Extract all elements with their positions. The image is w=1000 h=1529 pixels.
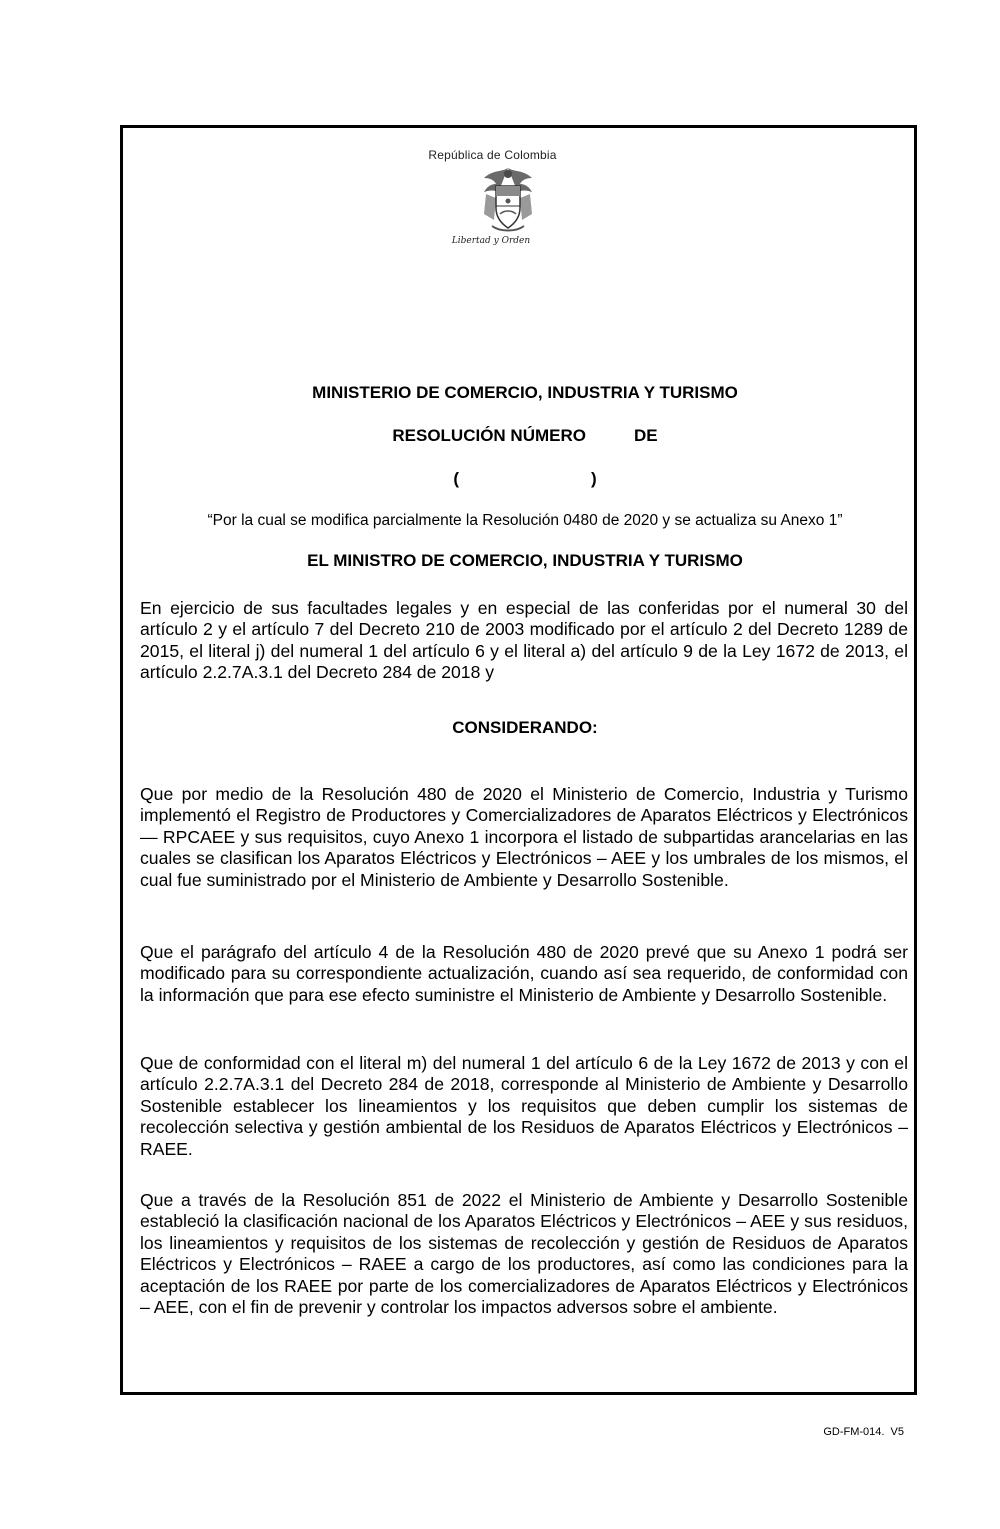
close-paren: ) xyxy=(591,469,597,488)
resolution-de: DE xyxy=(634,426,658,445)
minister-title: EL MINISTRO DE COMERCIO, INDUSTRIA Y TURISMO xyxy=(307,551,743,570)
open-paren: ( xyxy=(453,469,459,488)
colombia-coat-of-arms-icon xyxy=(478,164,538,236)
resolution-subject: “Por la cual se modifica parcialmente la Resolución 0480 de 2020 y se actualiza su Anexo 1” xyxy=(207,512,843,529)
consideration-paragraph: Que por medio de la Resolución 480 de 2020 el Ministerio de Comercio, Industria y Turismo implementó el Registro de Productores y Comercializadores de Aparatos Eléctricos y Electrónicos — RPCAEE y sus requisitos, cuyo Anexo 1 incorpora el listado de subpartidas arancelarias en las cuales se clasifican los Aparatos Eléctricos y Electrónicos – AEE y los umbrales de los mismos, el cual fue suministrado por el Ministerio de Ambiente y Desarrollo Sostenible. xyxy=(140,784,908,890)
consideration-paragraph: Que de conformidad con el literal m) del numeral 1 del artículo 6 de la Ley 1672 de 2013 y con el artículo 2.2.7A.3.1 del Decreto 284 de 2018, corresponde al Ministerio de Ambiente y Desarrollo Sostenible establecer los lineamientos y los requisitos que deben cumplir los sistemas de recolección selectiva y gestión ambiental de los Residuos de Aparatos Eléctricos y Electrónicos – RAEE. xyxy=(140,1053,908,1159)
resolution-date-line xyxy=(140,469,910,489)
resolution-label: RESOLUCIÓN NÚMERO xyxy=(392,426,586,445)
considering-title: CONSIDERANDO: xyxy=(452,718,598,737)
consideration-paragraph: Que el parágrafo del artículo 4 de la Resolución 480 de 2020 prevé que su Anexo 1 podrá ser modificado para su correspondiente actualización, cuando así sea requerido, de conformidad con la información que para ese efecto suministre el Ministerio de Ambiente y Desarrollo Sostenible. xyxy=(140,942,908,1005)
ministry-title: MINISTERIO DE COMERCIO, INDUSTRIA Y TURISMO xyxy=(312,383,738,402)
motto: Libertad y Orden xyxy=(451,236,531,246)
letterhead xyxy=(0,148,1000,246)
resolution-number-line xyxy=(140,426,910,446)
country-name: República de Colombia xyxy=(428,148,557,162)
preamble-paragraph: En ejercicio de sus facultades legales y en especial de las conferidas por el numeral 30 del artículo 2 y el artículo 7 del Decreto 210 de 2003 modificado por el artículo 2 del Decreto 1289 de 2015, el literal j) del numeral 1 del artículo 6 y el literal a) del artículo 9 de la Ley 1672 de 2013, el artículo 2.2.7A.3.1 del Decreto 284 de 2018 y xyxy=(140,598,908,683)
consideration-paragraph: Que a través de la Resolución 851 de 2022 el Ministerio de Ambiente y Desarrollo Sostenible estableció la clasificación nacional de los Aparatos Eléctricos y Electrónicos – AEE y sus residuos, los lineamientos y requisitos de los sistemas de recolección y gestión de Residuos de Aparatos Eléctricos y Electrónicos – RAEE a cargo de los productores, así como las condiciones para la aceptación de los RAEE por parte de los comercializadores de Aparatos Eléctricos y Electrónicos – AEE, con el fin de prevenir y controlar los impactos adversos sobre el ambiente. xyxy=(140,1190,908,1318)
form-code: GD-FM-014. V5 xyxy=(823,1426,904,1438)
